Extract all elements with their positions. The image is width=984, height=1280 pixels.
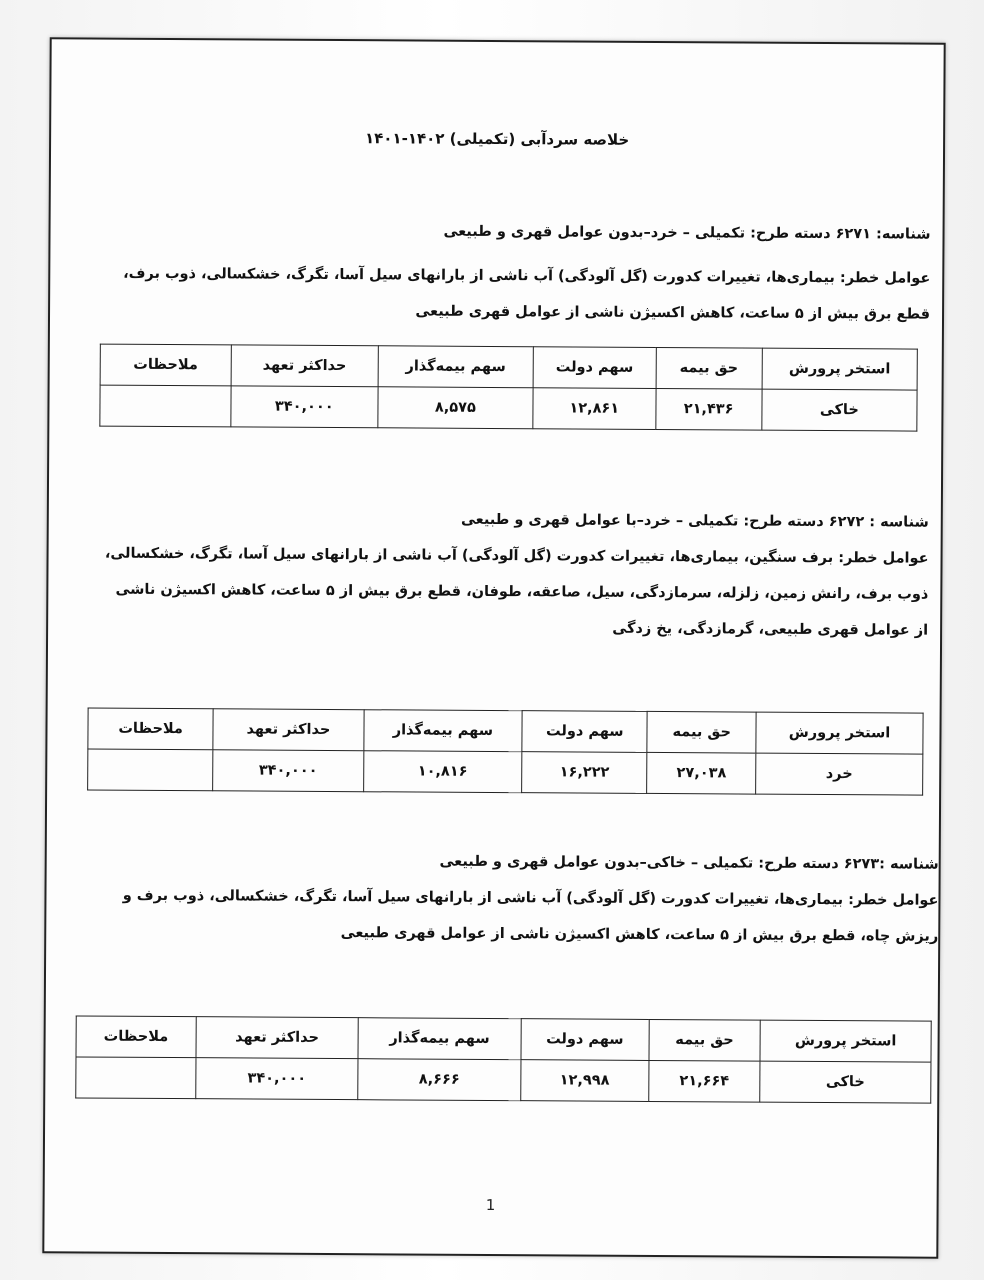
value-cell: ۱۶,۲۲۲ <box>522 752 647 794</box>
section-6273 <box>86 848 939 955</box>
header-cell: حداکثر تعهد <box>231 345 378 387</box>
value-cell: ۲۱,۴۳۶ <box>655 388 761 430</box>
header-cell: حداکثر تعهد <box>213 709 364 751</box>
header-cell: سهم بیمه‌گذار <box>358 1018 521 1060</box>
table-header-row <box>76 1016 931 1062</box>
header-cell: سهم بیمه‌گذار <box>378 346 533 388</box>
value-cell: ۲۱,۶۶۴ <box>649 1060 760 1102</box>
document-page <box>42 37 945 1258</box>
value-cell: ۳۴۰,۰۰۰ <box>195 1058 358 1100</box>
value-cell: ۱۲,۹۹۸ <box>520 1060 648 1102</box>
premium-table-6272 <box>87 708 923 796</box>
table-row <box>88 749 923 795</box>
value-cell: ۳۴۰,۰۰۰ <box>231 386 378 428</box>
section-heading: شناسه : ۶۲۷۲ دسته طرح: تکمیلی – خرد–با عوامل قهری و طبیعی <box>460 511 929 531</box>
table-header-row <box>88 708 923 754</box>
value-cell: خاکی <box>760 1061 931 1103</box>
header-cell: استخر پرورش <box>756 712 923 754</box>
header-cell: حق بیمه <box>647 711 756 753</box>
value-cell: ۸,۶۶۶ <box>358 1059 521 1101</box>
value-cell: خاکی <box>762 389 917 431</box>
value-cell: ۳۴۰,۰۰۰ <box>213 750 364 792</box>
value-cell: ۸,۵۷۵ <box>378 387 533 429</box>
page-number: 1 <box>485 1195 496 1215</box>
header-cell: استخر پرورش <box>762 348 917 390</box>
value-cell: ۲۷,۰۳۸ <box>647 752 756 794</box>
risk-factors: عوامل خطر: بیماری‌ها، تغییرات کدورت (گل آلودگی) آب ناشی از بارانهای سیل آسا، تگرگ، خشکسالی، ذوب برف، قطع برق بیش از ۵ ساعت، کاهش اکسیژن ناشی از عوامل قهری طبیعی <box>123 265 931 323</box>
header-cell: سهم دولت <box>533 347 656 389</box>
risk-factors: عوامل خطر: برف سنگین، بیماری‌ها، تغییرات کدورت (گل آلودگی) آب ناشی از بارانهای سیل آسا، تگرگ، خشکسالی، ذوب برف، رانش زمین، زلزله، سرمازدگی، سیل، صاعقه، طوفان، قطع برق بیش از ۵ ساعت، کاهش اکسیژن ناشی از عوامل قهری طبیعی، گرمازدگی، یخ زدگی <box>104 545 929 639</box>
value-cell <box>76 1057 196 1099</box>
premium-table-6271 <box>99 344 917 432</box>
table-row <box>100 385 917 431</box>
value-cell: خرد <box>756 753 923 795</box>
header-cell: ملاحظات <box>100 344 231 386</box>
value-cell: ۱۲,۸۶۱ <box>533 388 656 430</box>
section-heading: شناسه :۶۲۷۳ دسته طرح: تکمیلی – خاکی–بدون عوامل قهری و طبیعی <box>439 853 939 873</box>
header-cell: حق بیمه <box>649 1019 760 1061</box>
premium-table-6273 <box>75 1015 931 1103</box>
header-cell: حق بیمه <box>656 347 762 389</box>
value-cell <box>88 749 214 791</box>
section-6271 <box>102 218 931 333</box>
section-heading: شناسه: ۶۲۷۱ دسته طرح: تکمیلی – خرد–بدون عوامل قهری و طبیعی <box>443 223 931 243</box>
header-cell: ملاحظات <box>76 1016 196 1058</box>
header-cell: سهم دولت <box>521 1019 649 1061</box>
header-cell: سهم بیمه‌گذار <box>363 710 522 752</box>
table-header-row <box>100 344 917 390</box>
value-cell: ۱۰,۸۱۶ <box>363 751 522 793</box>
risk-factors: عوامل خطر: بیماری‌ها، تغییرات کدورت (گل آلودگی) آب ناشی از بارانهای سیل آسا، تگرگ، خشکسالی، ذوب برف و ریزش چاه، قطع برق بیش از ۵ ساعت، کاهش اکسیژن ناشی از عوامل قهری طبیعی <box>122 887 939 945</box>
table-row <box>76 1057 931 1103</box>
header-cell: حداکثر تعهد <box>196 1017 359 1059</box>
header-cell: سهم دولت <box>522 711 647 753</box>
header-cell: ملاحظات <box>88 708 214 750</box>
document-title: خلاصه سردآبی (تکمیلی) ۱۴۰۲-۱۴۰۱ <box>364 129 630 149</box>
value-cell <box>100 385 231 427</box>
header-cell: استخر پرورش <box>760 1020 931 1062</box>
section-6272 <box>100 506 929 649</box>
